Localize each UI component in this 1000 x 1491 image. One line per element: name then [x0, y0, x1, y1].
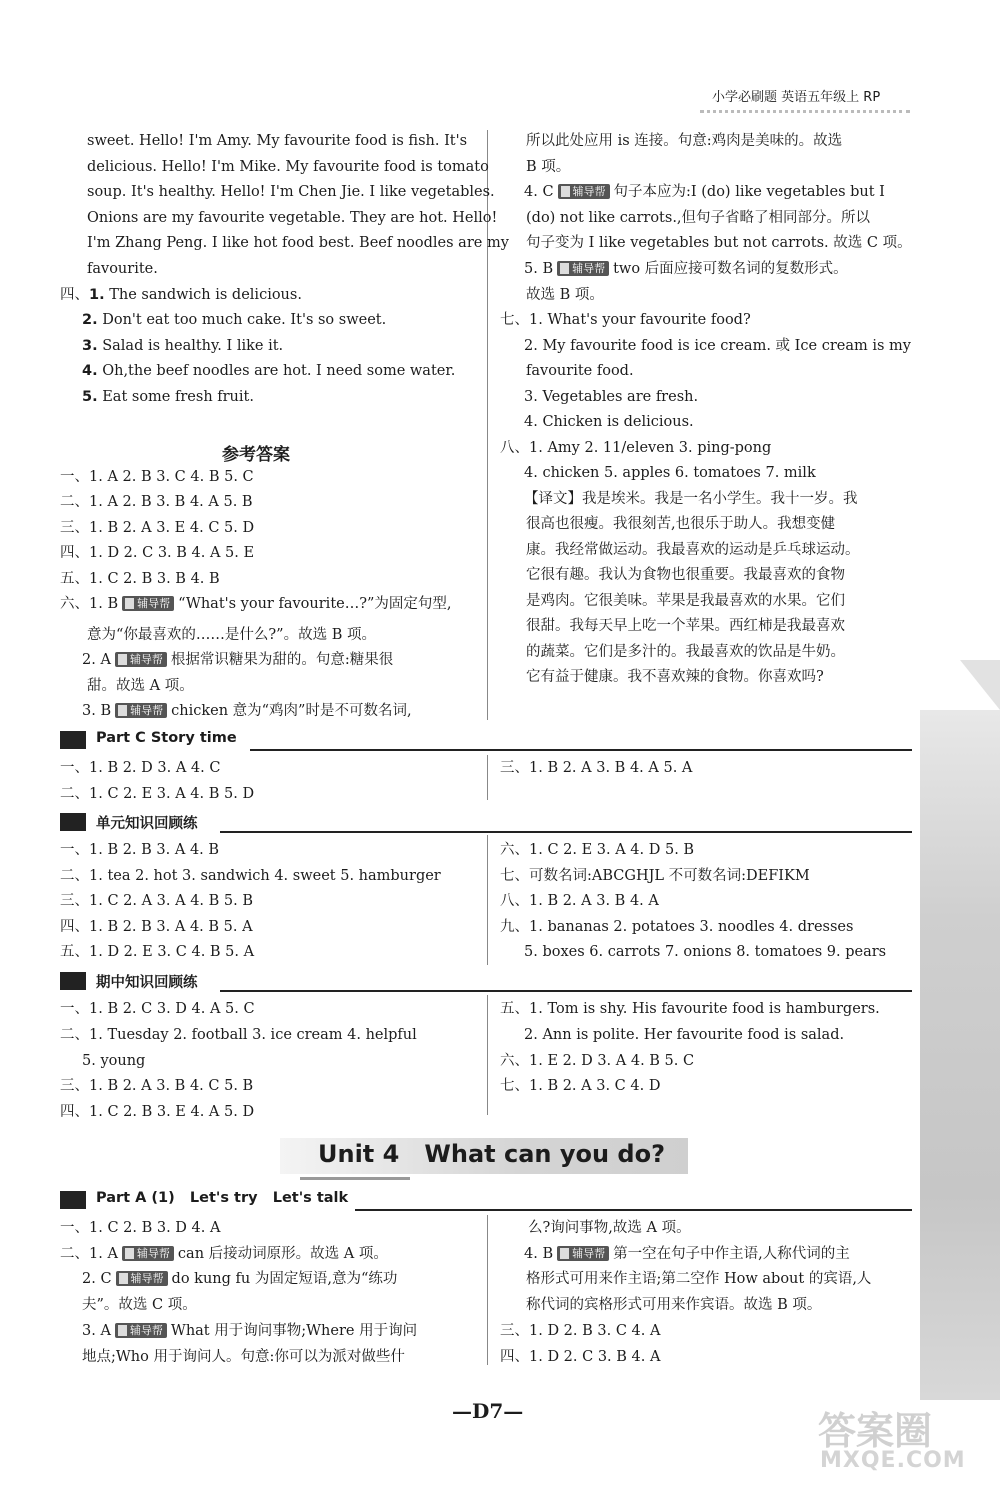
paragraph-line: soup. It's healthy. Hello! I'm Chen Jie. I like vegetables.	[87, 184, 495, 200]
answer-line: 句子变为 I like vegetables but not carrots. 故选 C 项。	[526, 235, 912, 251]
helper-badge: 辅导帮	[122, 1246, 174, 1261]
answer-line: 3. Vegetables are fresh.	[524, 389, 699, 405]
answer-line: 夫”。故选 C 项。	[82, 1297, 197, 1313]
section-header-partc: Part C Story time	[60, 730, 912, 750]
answer-line: 二、1. Tuesday 2. football 3. ice cream 4. helpful	[60, 1027, 417, 1043]
helper-badge: 辅导帮	[115, 652, 167, 667]
answer-line: 三、1. B 2. A 3. E 4. C 5. D	[60, 520, 255, 536]
answer-line: 4. Chicken is delicious.	[524, 414, 694, 430]
translation-line: 是鸡肉。它很美味。苹果是我最喜欢的水果。它们	[526, 593, 845, 609]
answer-line: 5. B 辅导帮 two 后面应接可数名词的复数形式。	[524, 261, 848, 277]
book-icon	[118, 1325, 127, 1336]
header-divider	[700, 110, 910, 113]
answer-line: 七、1. What's your favourite food?	[500, 312, 751, 328]
paragraph-line: sweet. Hello! I'm Amy. My favourite food is fish. It's	[87, 133, 468, 149]
answer-line: (do) not like carrots.,但句子省略了相同部分。所以	[526, 210, 871, 226]
reference-answers-title: 参考答案	[222, 445, 290, 465]
answer-line: 格形式可用来作主语;第二空作 How about 的宾语,人	[526, 1271, 872, 1287]
answer-line: 六、1. C 2. E 3. A 4. D 5. B	[500, 842, 695, 858]
helper-badge: 辅导帮	[115, 703, 167, 718]
answer-line: 四、1. C 2. B 3. E 4. A 5. D	[60, 1104, 255, 1120]
answer-line: 3. Salad is healthy. I like it.	[82, 338, 284, 354]
side-decoration	[920, 710, 1000, 1400]
answer-line: 九、1. bananas 2. potatoes 3. noodles 4. dresses	[500, 919, 854, 935]
answer-line: 六、1. E 2. D 3. A 4. B 5. C	[500, 1053, 695, 1069]
helper-badge: 辅导帮	[122, 596, 174, 611]
answer-line: 2. A 辅导帮 根据常识糖果为甜的。句意:糖果很	[82, 652, 394, 668]
answer-line: B 项。	[526, 159, 571, 175]
answer-line: favourite food.	[526, 363, 634, 379]
answer-line: 七、可数名词:ABCGHJL 不可数名词:DEFIKM	[500, 868, 810, 884]
side-decoration-tip	[920, 660, 1000, 710]
unit-banner-underline	[300, 1177, 410, 1180]
answer-line: 二、1. A 2. B 3. B 4. A 5. B	[60, 494, 253, 510]
answer-line: 四、1. D 2. C 3. B 4. A 5. E	[60, 545, 255, 561]
helper-badge: 辅导帮	[116, 1271, 168, 1286]
answer-line: 三、1. B 2. A 3. B 4. C 5. B	[60, 1078, 254, 1094]
book-icon	[560, 263, 569, 274]
answer-line: 4. Oh,the beef noodles are hot. I need some water.	[82, 363, 456, 379]
answer-line: 甜。故选 A 项。	[87, 678, 194, 694]
book-icon	[560, 1248, 569, 1259]
helper-badge: 辅导帮	[557, 261, 609, 276]
answer-line: 5. young	[82, 1053, 146, 1069]
paragraph-line: Onions are my favourite vegetable. They are hot. Hello!	[87, 210, 498, 226]
answer-line: 所以此处应用 is 连接。句意:鸡肉是美味的。故选	[526, 133, 843, 149]
answer-line: 三、1. D 2. B 3. C 4. A	[500, 1323, 661, 1339]
answer-line: 五、1. C 2. B 3. B 4. B	[60, 571, 220, 587]
column-divider-review	[487, 835, 488, 965]
translation-line: 很高也很瘦。我很刻苦,也很乐于助人。我想变健	[526, 516, 836, 532]
answer-line: 3. B 辅导帮 chicken 意为“鸡肉”时是不可数名词,	[82, 703, 412, 719]
answer-line: 故选 B 项。	[526, 287, 604, 303]
answer-line: 三、1. B 2. A 3. B 4. A 5. A	[500, 760, 693, 776]
column-divider-midterm	[487, 995, 488, 1115]
book-icon	[118, 654, 127, 665]
paragraph-line: favourite.	[87, 261, 158, 277]
answer-line: 四、1. B 2. B 3. A 4. B 5. A	[60, 919, 253, 935]
helper-badge: 辅导帮	[115, 1323, 167, 1338]
answer-line: 4. B 辅导帮 第一空在句子中作主语,人称代词的主	[524, 1246, 850, 1262]
answer-line: 2. My favourite food is ice cream. 或 Ice cream is my	[524, 338, 911, 354]
book-icon	[125, 1248, 134, 1259]
answer-line: 六、1. B 辅导帮 “What's your favourite…?”为固定句型,	[60, 596, 452, 612]
section-header-parta: Part A (1) Let's try Let's talk	[60, 1190, 912, 1210]
answer-line: 意为“你最喜欢的……是什么?”。故选 B 项。	[87, 627, 376, 643]
answer-line: 一、1. B 2. B 3. A 4. B	[60, 842, 220, 858]
answer-line: 5. Eat some fresh fruit.	[82, 389, 254, 405]
answer-line: 4. chicken 5. apples 6. tomatoes 7. milk	[524, 465, 816, 481]
answer-line: 么?询问事物,故选 A 项。	[528, 1220, 691, 1236]
answer-line: 四、1. D 2. C 3. B 4. A	[500, 1349, 661, 1365]
unit-banner	[280, 1138, 688, 1174]
translation-line: 的蔬菜。它们是多汁的。我最喜欢的饮品是牛奶。	[526, 644, 845, 660]
answer-line: 5. boxes 6. carrots 7. onions 8. tomatoes 9. pears	[524, 944, 887, 960]
answer-line: 五、1. D 2. E 3. C 4. B 5. A	[60, 944, 255, 960]
answer-line: 3. A 辅导帮 What 用于询问事物;Where 用于询问	[82, 1323, 418, 1339]
translation-line: 很甜。我每天早上吃一个苹果。西红柿是我最喜欢	[526, 618, 845, 634]
book-icon	[119, 1273, 128, 1284]
answer-line: 一、1. A 2. B 3. C 4. B 5. C	[60, 469, 254, 485]
answer-line: 三、1. C 2. A 3. A 4. B 5. B	[60, 893, 254, 909]
column-divider-parta	[487, 1215, 488, 1365]
answer-line: 2. Ann is polite. Her favourite food is salad.	[524, 1027, 845, 1043]
translation-line: 【译文】我是埃米。我是一名小学生。我十一岁。我	[524, 491, 858, 507]
book-icon	[125, 598, 134, 609]
book-icon	[118, 705, 127, 716]
answer-line: 称代词的宾格形式可用来作宾语。故选 B 项。	[526, 1297, 822, 1313]
answer-line: 地点;Who 用于询问人。句意:你可以为派对做些什	[82, 1349, 405, 1365]
helper-badge: 辅导帮	[558, 184, 610, 199]
header-series: 小学必刷题 英语五年级上 RP	[712, 90, 881, 105]
helper-badge: 辅导帮	[557, 1246, 609, 1261]
answer-line: 七、1. B 2. A 3. C 4. D	[500, 1078, 661, 1094]
answer-line: 一、1. B 2. D 3. A 4. C	[60, 760, 221, 776]
section-header-unit-review: 单元知识回顾练	[60, 812, 912, 832]
answer-line: 一、1. B 2. C 3. D 4. A 5. C	[60, 1001, 255, 1017]
answer-line: 四、1. The sandwich is delicious.	[60, 287, 302, 303]
translation-line: 康。我经常做运动。我最喜欢的运动是乒乓球运动。	[526, 542, 860, 558]
answer-line: 二、1. C 2. E 3. A 4. B 5. D	[60, 786, 255, 802]
unit-title: Unit 4 What can you do?	[318, 1140, 666, 1168]
answer-line: 五、1. Tom is shy. His favourite food is hamburgers.	[500, 1001, 880, 1017]
paragraph-line: I'm Zhang Peng. I like hot food best. Beef noodles are my	[87, 235, 509, 251]
answer-line: 4. C 辅导帮 句子本应为:I (do) like vegetables but I	[524, 184, 885, 200]
watermark-url: MXQE.COM	[820, 1448, 966, 1473]
book-icon	[561, 186, 570, 197]
page-number: —D7—	[452, 1399, 524, 1423]
watermark-logo: 答案圈	[818, 1409, 933, 1453]
answer-line: 2. C 辅导帮 do kung fu 为固定短语,意为“练功	[82, 1271, 398, 1287]
section-header-midterm-review: 期中知识回顾练	[60, 971, 912, 991]
column-divider-partc	[487, 755, 488, 800]
paragraph-line: delicious. Hello! I'm Mike. My favourite food is tomato	[87, 159, 489, 175]
answer-line: 八、1. Amy 2. 11/eleven 3. ping-pong	[500, 440, 772, 456]
answer-line: 二、1. A 辅导帮 can 后接动词原形。故选 A 项。	[60, 1246, 388, 1262]
translation-line: 它很有趣。我认为食物也很重要。我最喜欢的食物	[526, 567, 845, 583]
answer-line: 二、1. tea 2. hot 3. sandwich 4. sweet 5. hamburger	[60, 868, 441, 884]
answer-line: 八、1. B 2. A 3. B 4. A	[500, 893, 659, 909]
answer-line: 一、1. C 2. B 3. D 4. A	[60, 1220, 221, 1236]
answer-line: 2. Don't eat too much cake. It's so sweet.	[82, 312, 387, 328]
translation-line: 它有益于健康。我不喜欢辣的食物。你喜欢吗?	[526, 669, 824, 685]
